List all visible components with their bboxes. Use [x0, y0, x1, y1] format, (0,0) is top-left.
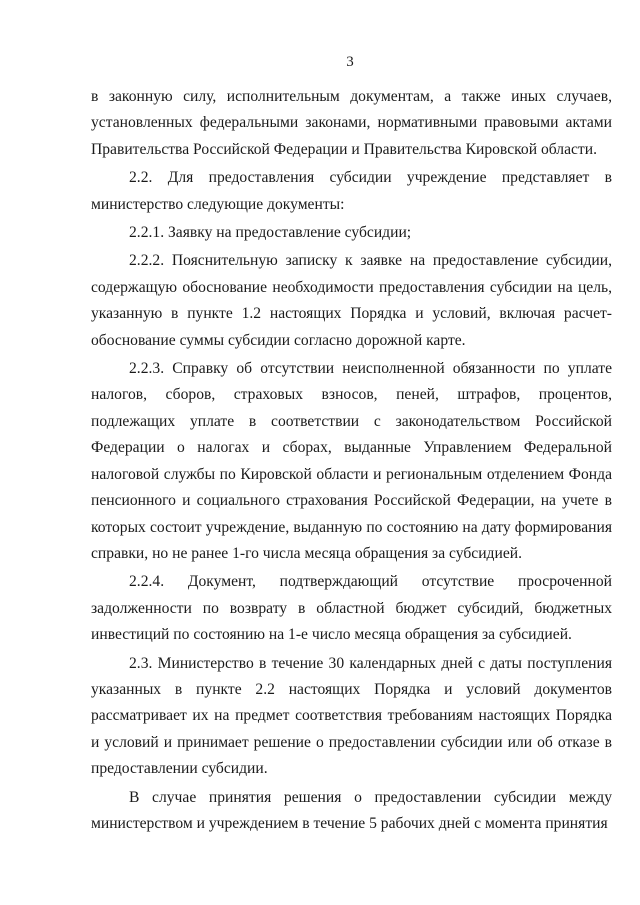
paragraph-2-2-3: 2.2.3. Справку об отсутствии неисполненной обязанности по уплате налогов, сборов, страховых взносов, пеней, штрафов, процентов, подлежащих уплате в соответствии с законодательством Российской Федерации о налогах и сборах, выданные Управлением Федеральной налоговой службы по Кировской области и региональным отделением Фонда пенсионного и социального страхования Российской Федерации, на учете в которых состоит учреждение, выданную по состоянию на дату формирования справки, но не ранее 1-го числа месяца обращения за субсидией. — [91, 360, 612, 562]
page-number: 3 — [346, 54, 354, 70]
paragraph-decision: В случае принятия решения о предоставлении субсидии между министерством и учреждением в течение 5 рабочих дней с момента принятия — [91, 788, 612, 832]
paragraph-2-2: 2.2. Для предоставления субсидии учреждение представляет в министерство следующие документы: — [91, 169, 612, 213]
paragraph-continuation: в законную силу, исполнительным документам, а также иных случаев, установленных федеральными законами, нормативными правовыми актами Правительства Российской Федерации и Правительства Кировской области. — [91, 88, 612, 158]
document-body — [91, 84, 612, 837]
paragraph-2-2-4: 2.2.4. Документ, подтверждающий отсутствие просроченной задолженности по возврату в областной бюджет субсидий, бюджетных инвестиций по состоянию на 1-е число месяца обращения за субсидией. — [91, 573, 612, 644]
paragraph-2-3: 2.3. Министерство в течение 30 календарных дней с даты поступления указанных в пункте 2.2 настоящих Порядка и условий документов рассматривает их на предмет соответствия требованиям настоящих Порядка и условий и принимает решение о предоставлении субсидии или об отказе в предоставлении субсидии. — [91, 654, 612, 778]
paragraph-2-2-1: 2.2.1. Заявку на предоставление субсидии; — [129, 224, 412, 242]
paragraph-2-2-2: 2.2.2. Пояснительную записку к заявке на предоставление субсидии, содержащую обоснование необходимости предоставления субсидии на цель, указанную в пункте 1.2 настоящих Порядка и условий, включая расчет-обоснование суммы субсидии согласно дорожной карте. — [91, 252, 612, 349]
